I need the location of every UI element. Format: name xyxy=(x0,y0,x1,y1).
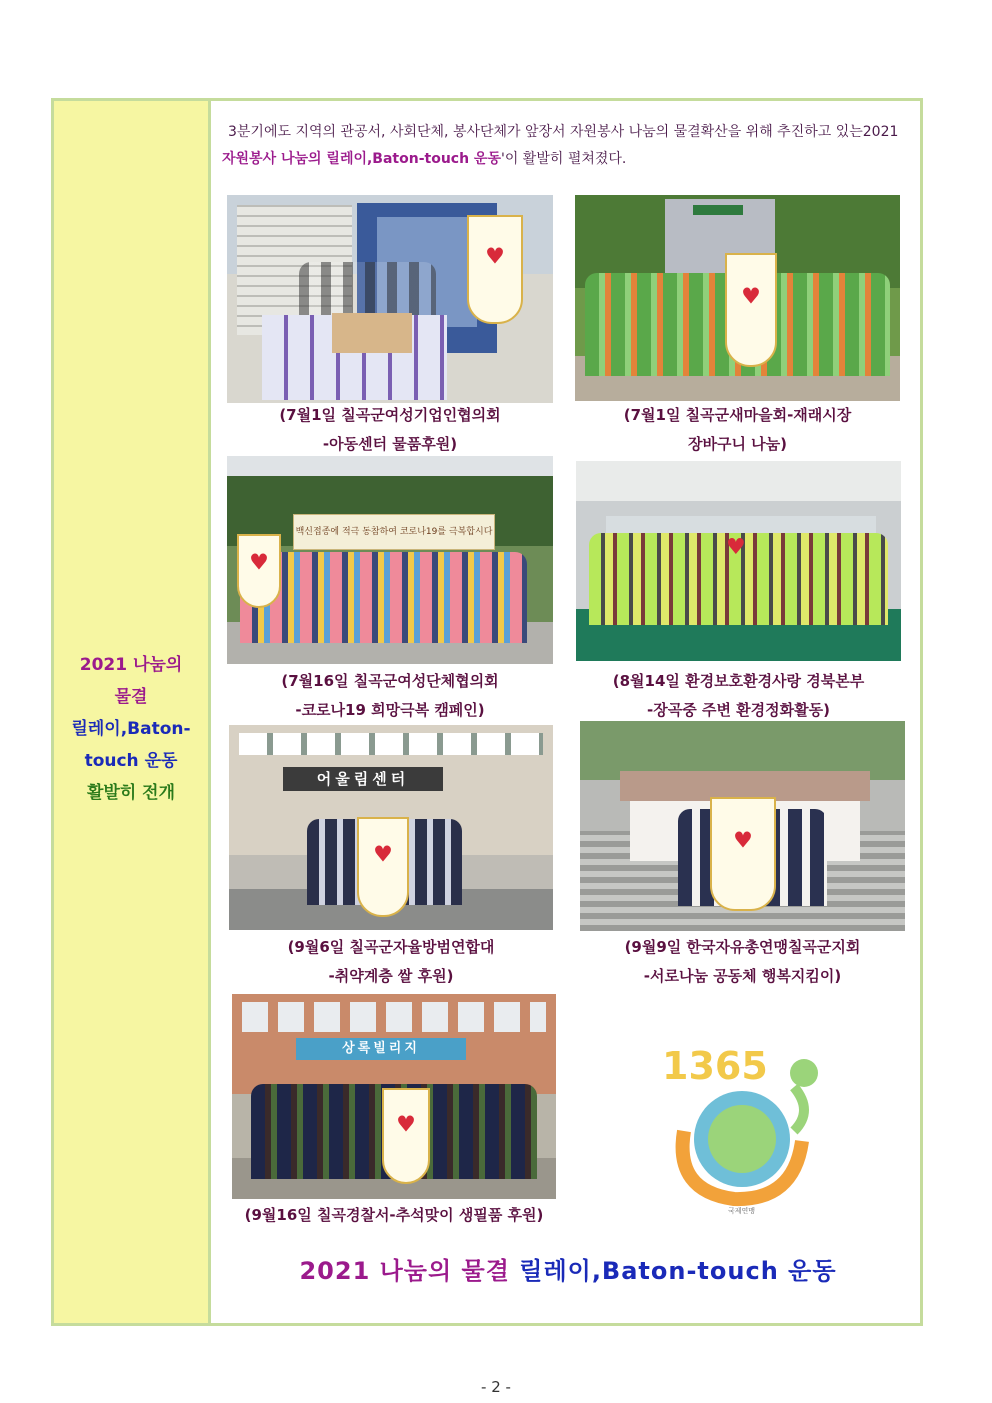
sidebar xyxy=(54,101,211,1323)
footer-title-part-1: 2021 나눔의 물결 xyxy=(299,1257,520,1285)
caption-6-line-1: (9월9일 한국자유총연맹칠곡군지회 xyxy=(624,938,861,956)
caption-7 xyxy=(232,1201,556,1230)
intro-text-1: 3분기에도 지역의 관공서, 사회단체, 봉사단체가 앞장서 자원봉사 나눔의 물결확산을 위해 추진하고 있는2021 xyxy=(228,124,899,140)
sidebar-line-1: 2021 나눔의 xyxy=(79,655,183,675)
caption-1 xyxy=(227,401,553,459)
page-number: - 2 - xyxy=(481,1378,511,1396)
caption-1-line-1: (7월1일 칠곡군여성기업인협의회 xyxy=(279,406,501,424)
caption-4 xyxy=(576,667,901,725)
intro-bold: 자원봉사 나눔의 릴레이,Baton-touch 운동 xyxy=(222,151,501,167)
sidebar-line-5: 활발히 전개 xyxy=(86,783,176,803)
sidebar-title xyxy=(54,649,208,809)
photo-1: ♥ xyxy=(227,195,553,403)
caption-1-line-2: -아동센터 물품후원) xyxy=(322,435,458,453)
sign-eoullim: 어울림센터 xyxy=(283,767,443,791)
sidebar-line-4: touch 운동 xyxy=(84,751,178,771)
photo-6: ♥ xyxy=(580,721,905,931)
logo-number: 1365 xyxy=(662,1044,768,1088)
intro-paragraph xyxy=(222,119,914,173)
photo-3: 백신접종에 적극 동참하여 코로나19를 극복합시다 ♥ xyxy=(227,456,553,664)
caption-6 xyxy=(580,933,905,991)
caption-4-line-2: -장곡중 주변 환경정화활동) xyxy=(647,701,830,719)
sidebar-line-2: 물결 xyxy=(114,687,148,707)
caption-6-line-2: -서로나눔 공동체 행복지킴이) xyxy=(643,967,842,985)
sign-sangnok: 상록빌리지 xyxy=(296,1038,466,1060)
caption-2-line-2: 장바구니 나눔) xyxy=(687,435,788,453)
campaign-banner: 백신접종에 적극 동참하여 코로나19를 극복합시다 xyxy=(293,514,495,550)
caption-3 xyxy=(227,667,553,725)
photo-7: 상록빌리지 ♥ xyxy=(232,994,556,1199)
caption-2-line-1: (7월1일 칠곡군새마을회-재래시장 xyxy=(623,406,852,424)
photo-2: ♥ xyxy=(575,195,900,401)
1365-logo xyxy=(644,1021,834,1221)
caption-2 xyxy=(575,401,900,459)
caption-3-line-1: (7월16일 칠곡군여성단체협의회 xyxy=(281,672,499,690)
caption-5 xyxy=(229,933,553,991)
caption-3-line-2: -코로나19 희망극복 캠페인) xyxy=(295,701,485,719)
footer-title xyxy=(222,1251,914,1286)
caption-5-line-2: -취약계층 쌀 후원) xyxy=(328,967,454,985)
logo-label: 국제연맹 xyxy=(728,1207,756,1215)
intro-text-2: '이 활발히 펼쳐졌다. xyxy=(500,151,627,167)
footer-title-part-2: 릴레이,Baton-touch 운동 xyxy=(519,1257,837,1285)
photo-5: 어울림센터 ♥ xyxy=(229,725,553,930)
sidebar-line-3: 릴레이,Baton- xyxy=(71,719,191,739)
photo-4: ♥ xyxy=(576,461,901,661)
content-frame xyxy=(51,98,923,1326)
caption-5-line-1: (9월6일 칠곡군자율방범연합대 xyxy=(287,938,495,956)
caption-7-line-1: (9월16일 칠곡경찰서-추석맞이 생필품 후원) xyxy=(244,1206,544,1224)
caption-4-line-1: (8월14일 환경보호환경사랑 경북본부 xyxy=(612,672,865,690)
